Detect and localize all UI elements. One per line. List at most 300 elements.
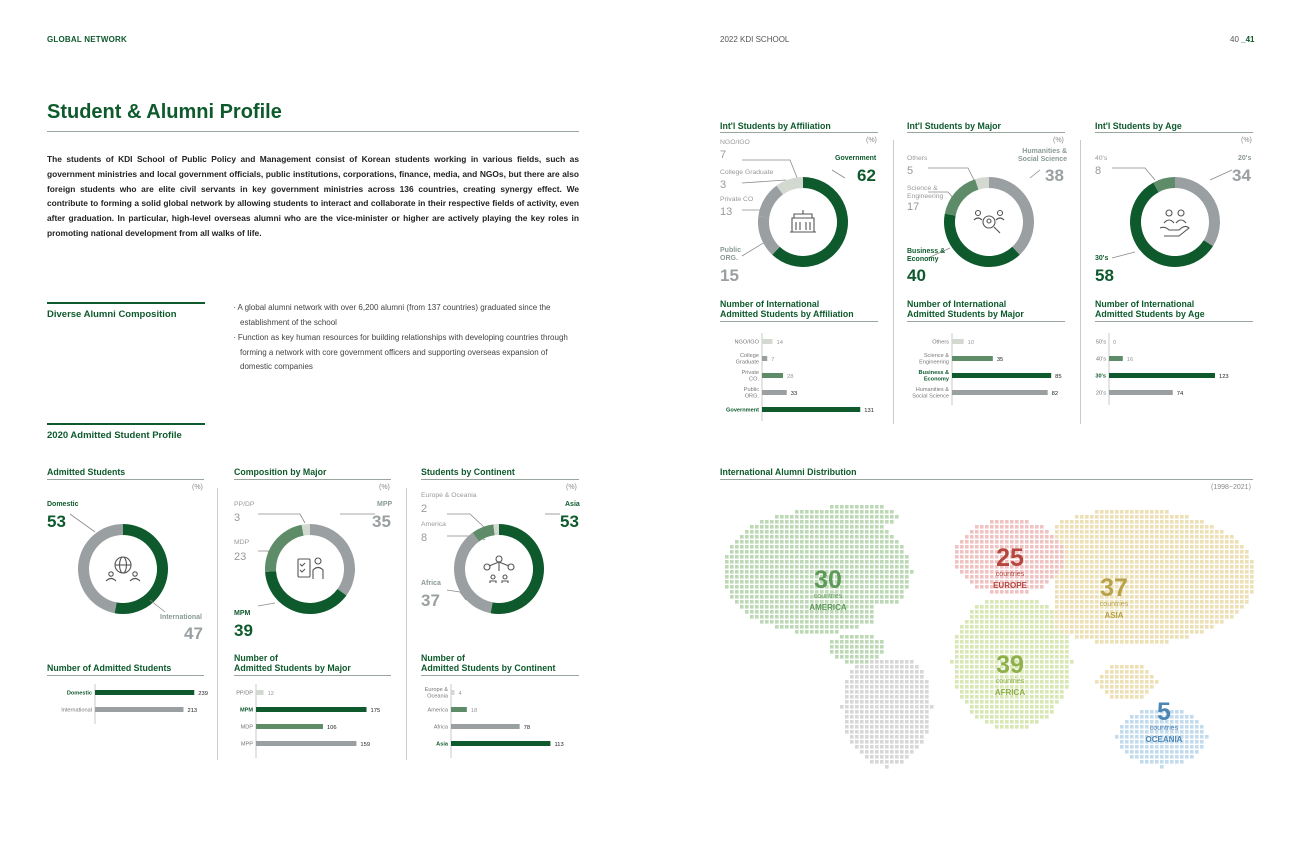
map-dot <box>745 575 749 579</box>
map-dot <box>1010 600 1014 604</box>
donut-affiliation <box>757 176 849 268</box>
map-dot <box>1010 590 1014 594</box>
map-dot <box>1085 525 1089 529</box>
map-dot <box>1165 515 1169 519</box>
map-dot <box>1060 610 1064 614</box>
map-dot <box>1105 680 1109 684</box>
map-dot <box>1185 635 1189 639</box>
map-dot <box>860 665 864 669</box>
map-dot <box>840 645 844 649</box>
map-dot <box>960 670 964 674</box>
map-dot <box>1210 550 1214 554</box>
map-dot <box>835 545 839 549</box>
map-dot <box>1185 600 1189 604</box>
map-dot <box>865 575 869 579</box>
map-dot <box>855 650 859 654</box>
map-dot <box>820 555 824 559</box>
map-dot <box>995 620 999 624</box>
map-dot <box>805 560 809 564</box>
map-dot <box>1095 520 1099 524</box>
map-dot <box>870 545 874 549</box>
map-dot <box>890 735 894 739</box>
map-dot <box>890 665 894 669</box>
map-dot <box>740 540 744 544</box>
map-dot <box>1110 545 1114 549</box>
map-dot <box>790 615 794 619</box>
map-dot <box>885 590 889 594</box>
map-dot <box>800 630 804 634</box>
donut-slice-mpp <box>310 524 355 595</box>
map-dot <box>790 585 794 589</box>
map-dot <box>745 555 749 559</box>
map-dot <box>740 585 744 589</box>
map-dot <box>990 720 994 724</box>
map-dot <box>770 535 774 539</box>
map-dot <box>1010 605 1014 609</box>
map-dot <box>795 620 799 624</box>
map-dot <box>1135 555 1139 559</box>
map-dot <box>885 700 889 704</box>
map-dot <box>1160 580 1164 584</box>
map-dot <box>890 520 894 524</box>
map-dot <box>1000 620 1004 624</box>
map-dot <box>1165 575 1169 579</box>
map-dot <box>880 640 884 644</box>
map-dot <box>1220 540 1224 544</box>
pct-unit: (%) <box>1053 137 1064 144</box>
map-dot <box>920 730 924 734</box>
map-dot <box>1190 530 1194 534</box>
map-dot <box>1165 590 1169 594</box>
bar-category-label: ORG. <box>744 393 759 400</box>
map-dot <box>1135 560 1139 564</box>
map-dot <box>870 715 874 719</box>
map-dot <box>860 610 864 614</box>
donut-slice-mpm <box>265 571 346 614</box>
map-dot <box>975 550 979 554</box>
leader-line <box>150 600 165 612</box>
map-dot <box>1235 610 1239 614</box>
map-dot <box>1120 540 1124 544</box>
map-dot <box>1190 630 1194 634</box>
map-dot <box>975 650 979 654</box>
map-dot <box>795 580 799 584</box>
map-dot <box>750 585 754 589</box>
map-dot <box>975 695 979 699</box>
map-dot <box>955 635 959 639</box>
map-dot <box>1075 535 1079 539</box>
map-dot <box>890 595 894 599</box>
map-dot <box>855 545 859 549</box>
map-dot <box>1155 635 1159 639</box>
map-dot <box>1165 640 1169 644</box>
map-dot <box>1135 680 1139 684</box>
map-dot <box>880 660 884 664</box>
map-dot <box>1170 580 1174 584</box>
map-dot <box>745 605 749 609</box>
map-dot <box>890 715 894 719</box>
map-dot <box>1235 585 1239 589</box>
map-dot <box>1150 510 1154 514</box>
map-dot <box>1090 550 1094 554</box>
map-dot <box>825 615 829 619</box>
map-dot <box>1215 605 1219 609</box>
map-dot <box>1235 595 1239 599</box>
map-dot <box>1125 720 1129 724</box>
map-dot <box>1045 565 1049 569</box>
map-dot <box>970 560 974 564</box>
map-dot <box>1240 580 1244 584</box>
map-dot <box>1205 570 1209 574</box>
map-dot <box>875 745 879 749</box>
map-dot <box>850 645 854 649</box>
map-dot <box>1155 525 1159 529</box>
map-dot <box>875 575 879 579</box>
map-dot <box>1145 525 1149 529</box>
map-dot <box>855 540 859 544</box>
map-dot <box>1005 520 1009 524</box>
map-dot <box>830 520 834 524</box>
map-dot <box>880 685 884 689</box>
map-dot <box>875 565 879 569</box>
map-dot <box>835 625 839 629</box>
map-dot <box>1135 695 1139 699</box>
map-dot <box>905 565 909 569</box>
map-dot <box>790 535 794 539</box>
map-dot <box>1210 555 1214 559</box>
map-dot <box>890 695 894 699</box>
map-dot <box>870 615 874 619</box>
map-dot <box>740 570 744 574</box>
map-dot <box>740 560 744 564</box>
map-dot <box>1155 515 1159 519</box>
map-dot <box>1060 695 1064 699</box>
map-dot <box>1075 610 1079 614</box>
map-dot <box>885 710 889 714</box>
map-dot <box>865 660 869 664</box>
bar-category-label: Private <box>741 370 759 376</box>
map-dot <box>1130 745 1134 749</box>
map-dot <box>1145 745 1149 749</box>
map-dot <box>1000 720 1004 724</box>
bar-value-label: 28 <box>787 373 794 380</box>
bar-category-label: Economy <box>923 376 949 383</box>
map-dot <box>1145 590 1149 594</box>
map-dot <box>885 520 889 524</box>
map-dot <box>840 560 844 564</box>
map-dot <box>780 605 784 609</box>
map-dot <box>870 735 874 739</box>
bar-value-label: 213 <box>187 707 198 714</box>
map-dot <box>905 750 909 754</box>
map-dot <box>980 635 984 639</box>
map-dot <box>860 600 864 604</box>
map-dot <box>1160 600 1164 604</box>
map-dot <box>795 630 799 634</box>
map-dot <box>905 745 909 749</box>
map-dot <box>1215 570 1219 574</box>
map-dot <box>995 525 999 529</box>
map-dot <box>975 665 979 669</box>
map-dot <box>1205 530 1209 534</box>
profile-heading: 2020 Admitted Student Profile <box>47 430 182 441</box>
map-dot <box>1070 555 1074 559</box>
map-dot <box>1070 585 1074 589</box>
map-dot <box>760 570 764 574</box>
map-dot <box>840 555 844 559</box>
map-dot <box>870 560 874 564</box>
bar-category-label: Humanities & <box>915 387 949 393</box>
map-dot <box>1115 525 1119 529</box>
map-dot <box>835 550 839 554</box>
map-dot <box>1160 605 1164 609</box>
map-dot <box>1170 565 1174 569</box>
map-dot <box>840 530 844 534</box>
map-dot <box>1185 605 1189 609</box>
map-dot <box>910 745 914 749</box>
map-dot <box>855 625 859 629</box>
map-dot <box>830 640 834 644</box>
map-dot <box>1040 675 1044 679</box>
map-dot <box>850 625 854 629</box>
map-dot <box>1030 605 1034 609</box>
map-dot <box>760 580 764 584</box>
map-dot <box>890 560 894 564</box>
map-dot <box>880 760 884 764</box>
map-dot <box>1025 630 1029 634</box>
map-dot <box>825 515 829 519</box>
map-dot <box>1250 590 1254 594</box>
map-dot <box>1055 695 1059 699</box>
panel-rule <box>720 479 1253 480</box>
map-dot <box>1050 655 1054 659</box>
map-dot <box>845 660 849 664</box>
map-dot <box>775 540 779 544</box>
map-dot <box>1015 715 1019 719</box>
map-dot <box>880 530 884 534</box>
map-dot <box>880 505 884 509</box>
map-dot <box>1140 540 1144 544</box>
bar-government <box>762 407 860 412</box>
map-dot <box>880 525 884 529</box>
value-college: 3 <box>720 179 727 191</box>
map-dot <box>1015 600 1019 604</box>
map-dot <box>1215 595 1219 599</box>
map-dot <box>840 625 844 629</box>
map-dot <box>870 610 874 614</box>
map-dot <box>790 520 794 524</box>
map-dot <box>1130 730 1134 734</box>
map-dot <box>1180 585 1184 589</box>
map-dot <box>1125 630 1129 634</box>
label-business-2: Economy <box>907 255 939 263</box>
map-dot <box>1180 625 1184 629</box>
map-dot <box>1205 610 1209 614</box>
map-dot <box>870 700 874 704</box>
map-dot <box>845 540 849 544</box>
map-dot <box>1065 655 1069 659</box>
map-dot <box>1205 605 1209 609</box>
map-dot <box>955 555 959 559</box>
map-dot <box>1105 520 1109 524</box>
map-dot <box>765 590 769 594</box>
map-dot <box>1215 600 1219 604</box>
map-dot <box>1055 635 1059 639</box>
map-dot <box>785 530 789 534</box>
map-dot <box>1005 620 1009 624</box>
map-dot <box>765 600 769 604</box>
map-dot <box>1125 735 1129 739</box>
map-dot <box>1100 565 1104 569</box>
map-dot <box>915 670 919 674</box>
bar-others <box>952 339 964 344</box>
map-dot <box>1165 745 1169 749</box>
map-dot <box>775 595 779 599</box>
map-dot <box>820 630 824 634</box>
map-dot <box>1110 540 1114 544</box>
map-dot <box>895 585 899 589</box>
map-dot <box>850 620 854 624</box>
bar-category-label: MPP <box>240 741 253 748</box>
map-dot <box>1190 620 1194 624</box>
map-dot <box>885 725 889 729</box>
map-dot <box>875 580 879 584</box>
map-dot <box>1180 590 1184 594</box>
map-dot <box>745 540 749 544</box>
map-dot <box>890 550 894 554</box>
map-dot <box>1015 710 1019 714</box>
map-dot <box>1000 725 1004 729</box>
map-dot <box>1015 630 1019 634</box>
map-dot <box>845 720 849 724</box>
map-dot <box>925 730 929 734</box>
map-dot <box>840 620 844 624</box>
map-dot <box>1060 550 1064 554</box>
map-dot <box>1065 555 1069 559</box>
map-dot <box>760 535 764 539</box>
map-dot <box>1120 525 1124 529</box>
map-dot <box>1055 530 1059 534</box>
map-dot <box>1180 595 1184 599</box>
bar-num-continent <box>421 684 586 760</box>
map-dot <box>970 690 974 694</box>
map-dot <box>980 625 984 629</box>
map-dot <box>760 590 764 594</box>
bar-category-label: MPM <box>239 707 253 714</box>
map-dot <box>865 670 869 674</box>
map-dot <box>725 585 729 589</box>
map-dot <box>1005 700 1009 704</box>
map-dot <box>1205 595 1209 599</box>
map-dot <box>790 570 794 574</box>
map-dot <box>1105 555 1109 559</box>
map-dot <box>1190 545 1194 549</box>
map-dot <box>1000 630 1004 634</box>
map-dot <box>1160 595 1164 599</box>
map-dot <box>1175 635 1179 639</box>
map-dot <box>1125 725 1129 729</box>
map-dot <box>785 565 789 569</box>
map-dot <box>960 555 964 559</box>
map-dot <box>1025 720 1029 724</box>
map-dot <box>775 520 779 524</box>
map-dot <box>1130 520 1134 524</box>
map-dot <box>895 680 899 684</box>
map-dot <box>920 700 924 704</box>
map-dot <box>1155 640 1159 644</box>
map-dot <box>845 695 849 699</box>
map-dot <box>1065 525 1069 529</box>
map-dot <box>860 565 864 569</box>
map-dot <box>1050 555 1054 559</box>
label-business <box>907 248 945 263</box>
map-dot <box>1125 730 1129 734</box>
map-dot <box>1135 665 1139 669</box>
map-dot <box>890 685 894 689</box>
map-dot <box>910 740 914 744</box>
donut-center-icon <box>298 558 323 579</box>
map-dot <box>1010 710 1014 714</box>
map-dot <box>1195 590 1199 594</box>
map-dot <box>1200 555 1204 559</box>
map-dot <box>835 555 839 559</box>
map-dot <box>775 575 779 579</box>
map-dot <box>785 570 789 574</box>
map-dot <box>865 640 869 644</box>
map-dot <box>865 550 869 554</box>
map-dot <box>860 720 864 724</box>
map-dot <box>1165 535 1169 539</box>
map-dot <box>865 520 869 524</box>
map-dot <box>1095 540 1099 544</box>
map-dot <box>740 605 744 609</box>
map-dot <box>1015 705 1019 709</box>
map-dot <box>730 565 734 569</box>
map-dot <box>855 635 859 639</box>
map-dot <box>755 555 759 559</box>
map-dot <box>1115 735 1119 739</box>
map-dot <box>1065 675 1069 679</box>
map-dot <box>865 580 869 584</box>
map-dot <box>1205 550 1209 554</box>
map-dot <box>1205 600 1209 604</box>
num-imajor-title-1: Number of International <box>907 299 1007 309</box>
map-dot <box>910 660 914 664</box>
map-dot <box>850 660 854 664</box>
map-dot <box>775 545 779 549</box>
map-dot <box>860 640 864 644</box>
map-dot <box>955 565 959 569</box>
map-dot <box>970 625 974 629</box>
map-dot <box>1030 540 1034 544</box>
map-dot <box>850 530 854 534</box>
map-dot <box>770 545 774 549</box>
intro-paragraph: The students of KDI School of Public Policy and Management consist of Korean students working in various fields, such as government ministries and local government officials, public institutions, corporations, finance, media, and NGOs, but there are also foreign students who are elite civil servants in key government ministries across 136 countries, creating synergy effect. We contribute to forming a solid global network by allowing students to interact and collaborate in their respective fields of activity, even after graduation. In particular, high-level overseas alumni who are the vice-minister or higher are actively playing the key roles in promoting national development from all walks of life. <box>47 154 579 238</box>
map-dot <box>1110 640 1114 644</box>
map-dot <box>1175 625 1179 629</box>
map-dot <box>1190 745 1194 749</box>
map-dot <box>1055 560 1059 564</box>
map-dot <box>760 520 764 524</box>
map-dot <box>1185 570 1189 574</box>
map-dot <box>875 660 879 664</box>
map-dot <box>1170 620 1174 624</box>
section-label: GLOBAL NETWORK <box>47 35 127 44</box>
map-dot <box>965 645 969 649</box>
map-dot <box>910 570 914 574</box>
map-dot <box>745 590 749 594</box>
map-dot <box>815 510 819 514</box>
